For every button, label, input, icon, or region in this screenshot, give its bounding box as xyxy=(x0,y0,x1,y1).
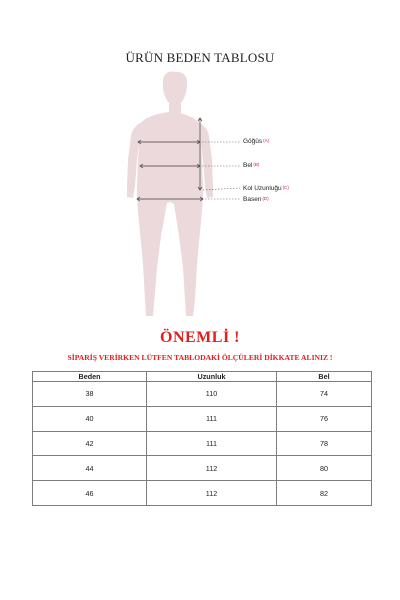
table-row xyxy=(33,406,372,431)
table-row xyxy=(33,456,372,481)
cell-uzunluk: 112 xyxy=(147,456,277,481)
header-beden: Beden xyxy=(33,372,147,382)
cell-beden: 46 xyxy=(33,481,147,506)
header-uzunluk: Uzunluk xyxy=(147,372,277,382)
cell-bel: 76 xyxy=(277,406,372,431)
cell-beden: 40 xyxy=(33,406,147,431)
warning-text: SİPARİŞ VERİRKEN LÜTFEN TABLODAKİ ÖLÇÜLERİ DİKKATE ALINIZ ! xyxy=(67,353,333,362)
cell-beden: 44 xyxy=(33,456,147,481)
cell-bel: 74 xyxy=(277,382,372,407)
measure-label-hips: Basen(D) xyxy=(243,196,269,203)
table-header-row xyxy=(33,372,372,382)
cell-bel: 78 xyxy=(277,431,372,456)
header-bel: Bel xyxy=(277,372,372,382)
cell-uzunluk: 112 xyxy=(147,481,277,506)
measure-label-chest: Göğüs(A) xyxy=(243,138,270,145)
size-table xyxy=(32,371,372,506)
measure-label-waist: Bel(B) xyxy=(243,162,260,169)
table-row xyxy=(33,481,372,506)
table-row xyxy=(33,431,372,456)
important-heading: ÖNEMLİ ! xyxy=(160,329,240,346)
cell-uzunluk: 111 xyxy=(147,431,277,456)
measure-label-arm-length: Kol Uzunluğu(C) xyxy=(243,185,289,192)
cell-beden: 38 xyxy=(33,382,147,407)
cell-beden: 42 xyxy=(33,431,147,456)
cell-uzunluk: 110 xyxy=(147,382,277,407)
page-title: ÜRÜN BEDEN TABLOSU xyxy=(125,50,275,65)
cell-uzunluk: 111 xyxy=(147,406,277,431)
table-row xyxy=(33,382,372,407)
cell-bel: 82 xyxy=(277,481,372,506)
cell-bel: 80 xyxy=(277,456,372,481)
